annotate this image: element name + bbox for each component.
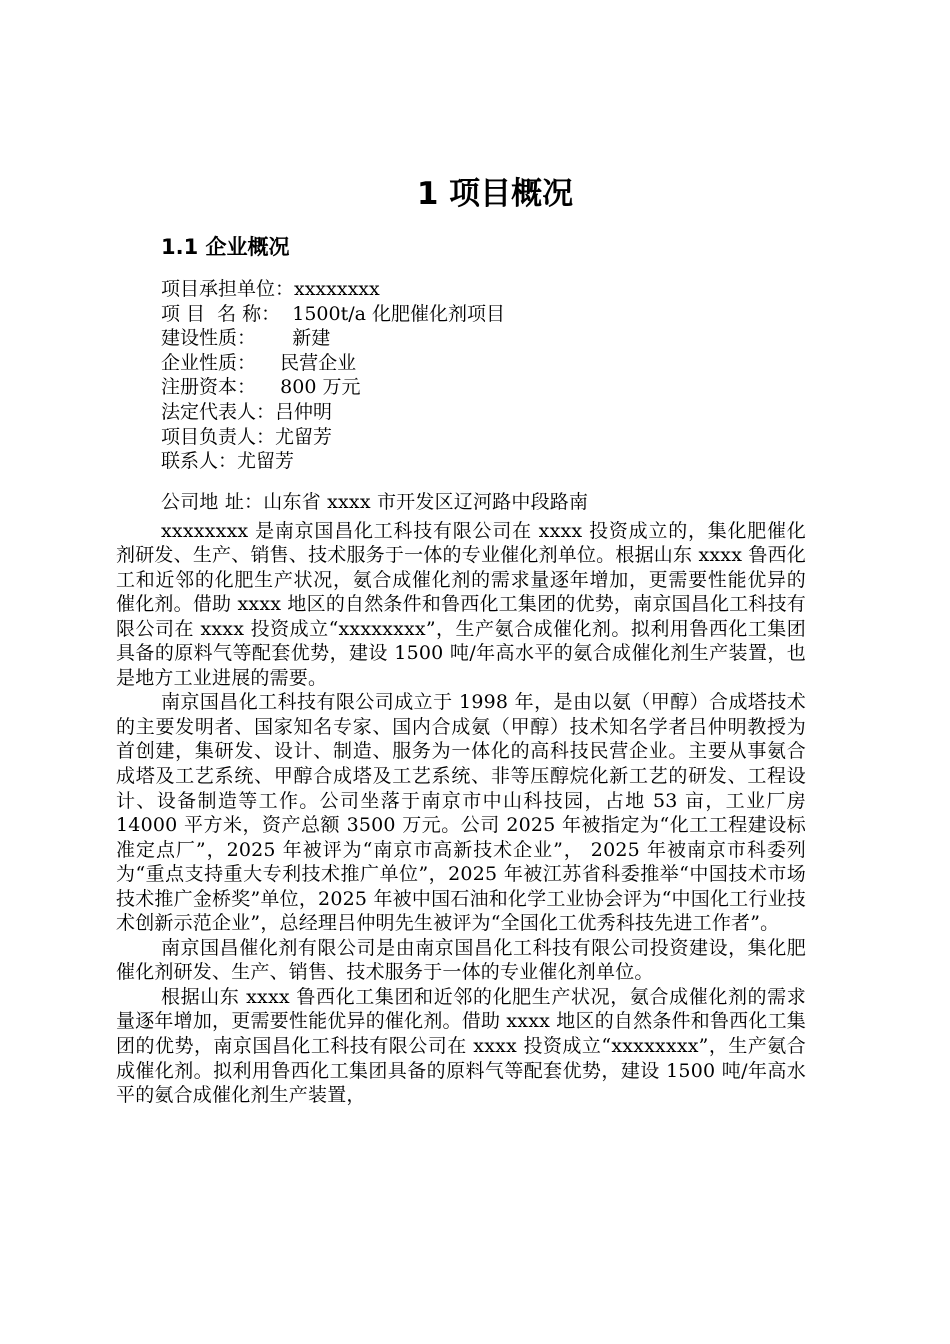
chapter-title: 1 项目概况	[416, 176, 574, 212]
info-line-undertaker: 项目承担单位：xxxxxxxx	[161, 278, 380, 300]
info-line-contact: 联系人：尤留芳	[161, 450, 295, 473]
document-body	[116, 490, 806, 1108]
info-line-registered-capital: 注册资本： 800 万元	[161, 376, 361, 399]
info-line-legal-representative: 法定代表人：吕仲明	[161, 400, 333, 423]
company-address: 公司地 址：山东省 xxxx 市开发区辽河路中段路南	[161, 491, 589, 513]
info-line-project-lead: 项目负责人：尤留芳	[161, 425, 333, 448]
info-line-project-name: 项 目 名 称： 1500t/a 化肥催化剂项目	[161, 302, 505, 325]
section-title: 1.1 企业概况	[161, 235, 290, 259]
paragraph-catalyst-company: 南京国昌催化剂有限公司是由南京国昌化工科技有限公司投资建设，集化肥催化剂研发、生产、销售、技术服务于一体的专业催化剂单位。	[116, 936, 806, 984]
info-line-enterprise-type: 企业性质： 民营企业	[161, 351, 357, 374]
paragraph-parent-company: 南京国昌化工科技有限公司成立于 1998 年，是由以氨（甲醇）合成塔技术的主要发明者、国家知名专家、国内合成氨（甲醇）技术知名学者吕仲明教授为首创建，集研发、设计、制造、服务为一体化的高科技民营企业。主要从事氨合成塔及工艺系统、甲醇合成塔及工艺系统、非等压醇烷化新工艺的研发、工程设计、设备制造等工作。公司坐落于南京市中山科技园，占地 53 亩，工业厂房 14000 平方米，资产总额 3500 万元。公司 2025 年被指定为“化工工程建设标准定点厂”，2025 年被评为“南京市高新技术企业”， 2025 年被南京市科委列为“重点支持重大专利技术推广单位”，2025 年被江苏省科委推举“中国技术市场技术推广金桥奖”单位，2025 年被中国石油和化学工业协会评为“中国化工行业技术创新示范企业”，总经理吕仲明先生被评为“全国化工优秀科技先进工作者”。	[116, 691, 806, 935]
info-line-construction-type: 建设性质： 新建	[161, 327, 331, 350]
paragraph-company-intro: xxxxxxxx 是南京国昌化工科技有限公司在 xxxx 投资成立的，集化肥催化剂研发、生产、销售、技术服务于一体的专业催化剂单位。根据山东 xxxx 鲁西化工和近邻的化肥生产状况，氨合成催化剂的需求量逐年增加，更需要性能优异的催化剂。借助 xxxx 地区的自然条件和鲁西化工集团的优势，南京国昌化工科技有限公司在 xxxx 投资成立“xxxxxxxx”，生产氨合成催化剂。拟利用鲁西化工集团具备的原料气等配套优势，建设 1500 吨/年高水平的氨合成催化剂生产装置，也是地方工业进展的需要。	[116, 519, 806, 689]
paragraph-project-rationale: 根据山东 xxxx 鲁西化工集团和近邻的化肥生产状况，氨合成催化剂的需求量逐年增加，更需要性能优异的催化剂。借助 xxxx 地区的自然条件和鲁西化工集团的优势，南京国昌化工科技有限公司在 xxxx 投资成立“xxxxxxxx”，生产氨合成催化剂。拟利用鲁西化工集团具备的原料气等配套优势，建设 1500 吨/年高水平的氨合成催化剂生产装置，	[116, 985, 806, 1107]
project-info-list	[161, 277, 505, 474]
